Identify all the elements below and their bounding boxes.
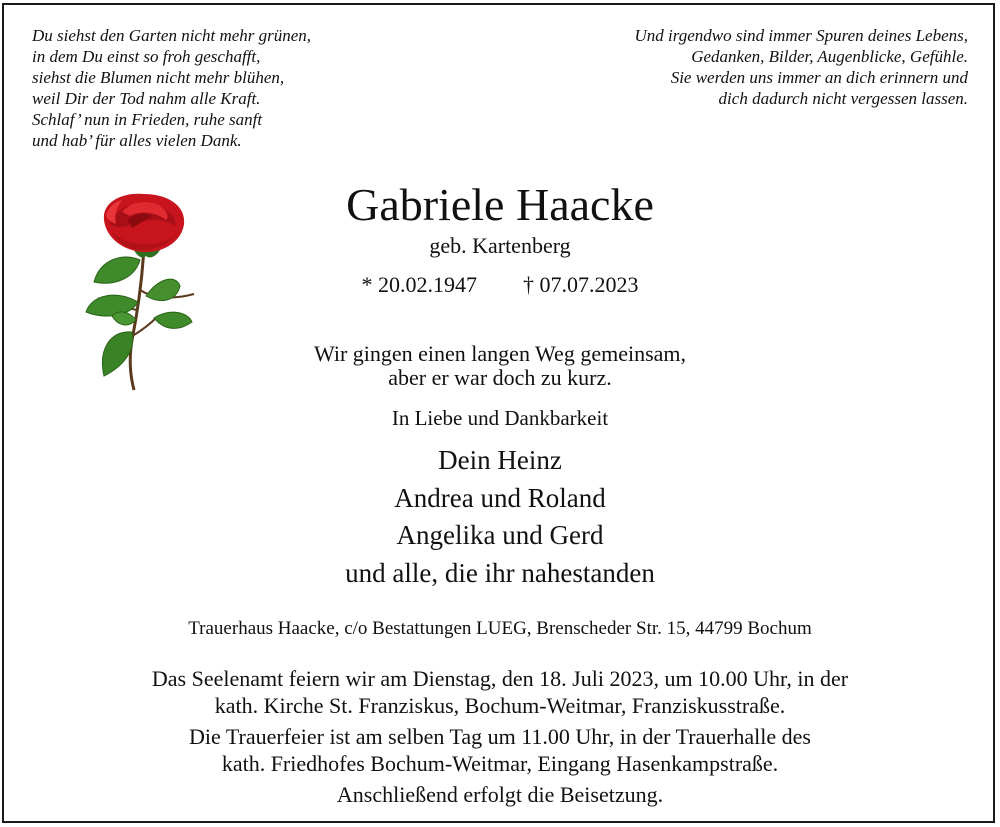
mourner: Dein Heinz bbox=[438, 445, 562, 475]
service-info bbox=[0, 665, 1000, 808]
life-dates bbox=[0, 271, 1000, 299]
mourning-address: Trauerhaus Haacke, c/o Bestattungen LUEG, Brenscheder Str. 15, 44799 Bochum bbox=[188, 618, 812, 639]
poem-left-line: Du siehst den Garten nicht mehr grünen, bbox=[32, 26, 312, 45]
birth-date: * 20.02.1947 bbox=[361, 272, 477, 297]
death-date: † 07.07.2023 bbox=[523, 272, 639, 297]
poem-left-line: Schlaf’ nun in Frieden, ruhe sanft bbox=[32, 110, 263, 129]
poem-left-line: in dem Du einst so froh geschafft, bbox=[32, 47, 261, 66]
mourner: Angelika und Gerd bbox=[396, 520, 604, 550]
poem-right-line: Und irgendwo sind immer Spuren deines Lebens, bbox=[634, 26, 968, 45]
poem-left-line: und hab’ für alles vielen Dank. bbox=[32, 131, 242, 150]
quote-line: Wir gingen einen langen Weg gemeinsam, bbox=[313, 341, 687, 366]
burial-line: Anschließend erfolgt die Beisetzung. bbox=[336, 782, 664, 807]
mass-line: Das Seelenamt feiern wir am Dienstag, den 18. Juli 2023, um 10.00 Uhr, in der bbox=[151, 666, 849, 691]
poem-right-line: Sie werden uns immer an dich erinnern und bbox=[670, 68, 968, 87]
poem-right-line: Gedanken, Bilder, Augenblicke, Gefühle. bbox=[691, 47, 968, 66]
deceased-name: Gabriele Haacke bbox=[346, 179, 654, 230]
mourners-list bbox=[0, 442, 1000, 592]
memorial-quote bbox=[0, 342, 1000, 390]
poem-left-line: siehst die Blumen nicht mehr blühen, bbox=[32, 68, 285, 87]
rose-leaf bbox=[154, 312, 192, 328]
poem-right bbox=[488, 25, 968, 109]
dedication: In Liebe und Dankbarkeit bbox=[391, 406, 609, 430]
mourner: und alle, die ihr nahestanden bbox=[345, 557, 655, 588]
poem-left-line: weil Dir der Tod nahm alle Kraft. bbox=[32, 89, 261, 108]
poem-left bbox=[32, 25, 452, 151]
rose-branch bbox=[134, 318, 156, 335]
ceremony-line: kath. Friedhofes Bochum-Weitmar, Eingang Hasenkampstraße. bbox=[221, 751, 779, 776]
ceremony-line: Die Trauerfeier ist am selben Tag um 11.00 Uhr, in der Trauerhalle des bbox=[188, 724, 811, 749]
quote-line: aber er war doch zu kurz. bbox=[388, 365, 612, 390]
poem-right-line: dich dadurch nicht vergessen lassen. bbox=[718, 89, 968, 108]
maiden-name: geb. Kartenberg bbox=[429, 233, 571, 258]
mourner: Andrea und Roland bbox=[394, 482, 606, 513]
rose-leaf bbox=[112, 312, 136, 325]
mass-line: kath. Kirche St. Franziskus, Bochum-Weitmar, Franziskusstraße. bbox=[214, 693, 786, 718]
